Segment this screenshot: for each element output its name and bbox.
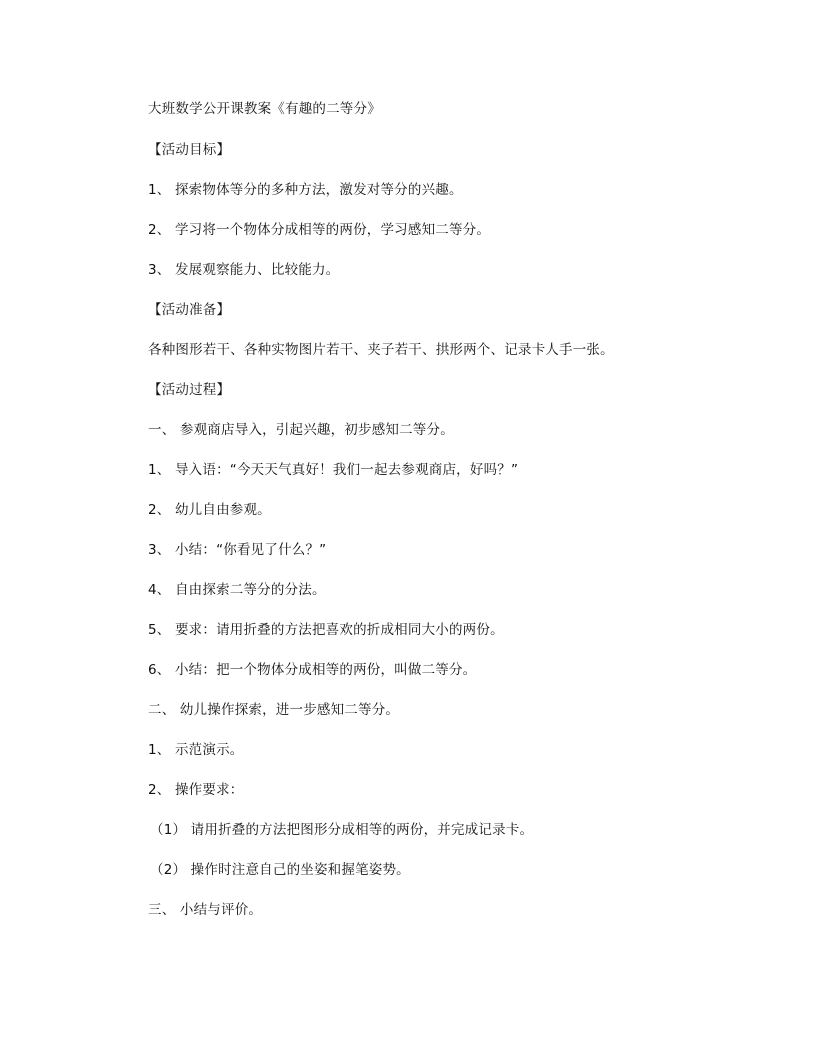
document-title: 大班数学公开课教案《有趣的二等分》 xyxy=(148,101,381,117)
section-heading-preparation: 【活动准备】 xyxy=(148,302,231,318)
paragraph: 1、 示范演示。 xyxy=(148,742,244,758)
paragraph: 2、 学习将一个物体分成相等的两份，学习感知二等分。 xyxy=(148,222,491,238)
paragraph: （1） 请用折叠的方法把图形分成相等的两份，并完成记录卡。 xyxy=(150,822,534,838)
paragraph: 6、 小结：把一个物体分成相等的两份，叫做二等分。 xyxy=(148,662,477,678)
section-heading-goals: 【活动目标】 xyxy=(148,142,231,158)
paragraph: 1、 导入语：“今天天气真好！我们一起去参观商店，好吗？” xyxy=(148,462,519,478)
paragraph: 2、 幼儿自由参观。 xyxy=(148,502,271,518)
paragraph: 2、 操作要求： xyxy=(148,782,244,798)
section-heading-process: 【活动过程】 xyxy=(148,382,231,398)
paragraph: 一、 参观商店导入，引起兴趣，初步感知二等分。 xyxy=(148,422,454,438)
paragraph: 1、 探索物体等分的多种方法，激发对等分的兴趣。 xyxy=(148,182,463,198)
paragraph: 4、 自由探索二等分的分法。 xyxy=(148,582,326,598)
paragraph: 三、 小结与评价。 xyxy=(148,902,263,918)
paragraph: 各种图形若干、各种实物图片若干、夹子若干、拱形两个、记录卡人手一张。 xyxy=(148,342,614,358)
paragraph: 3、 发展观察能力、比较能力。 xyxy=(148,262,340,278)
paragraph: 3、 小结：“你看见了什么？” xyxy=(148,542,327,558)
paragraph: 5、 要求：请用折叠的方法把喜欢的折成相同大小的两份。 xyxy=(148,622,504,638)
paragraph: 二、 幼儿操作探索，进一步感知二等分。 xyxy=(148,702,400,718)
paragraph: （2） 操作时注意自己的坐姿和握笔姿势。 xyxy=(150,862,410,878)
